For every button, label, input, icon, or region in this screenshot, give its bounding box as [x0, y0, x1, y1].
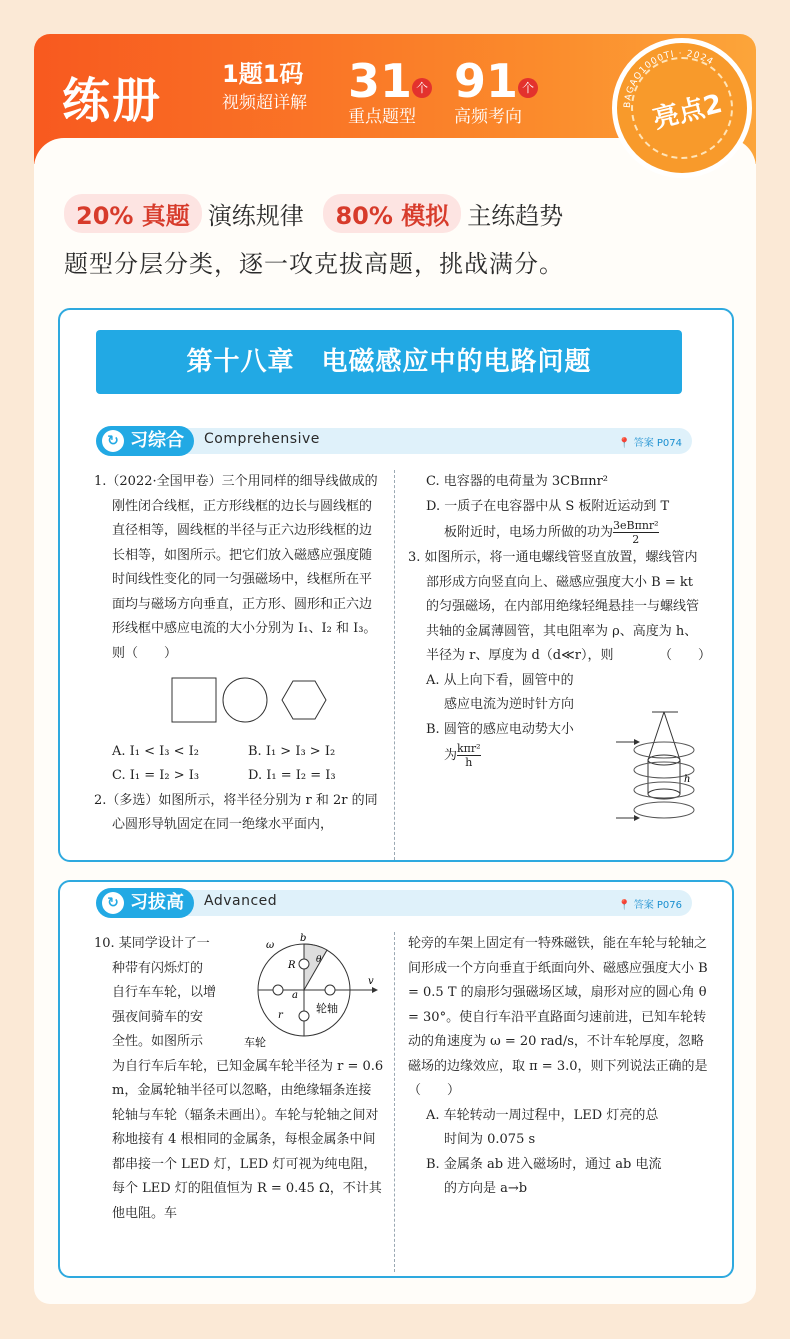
svg-text:BAGAO1000TI · 2024: BAGAO1000TI · 2024: [622, 48, 716, 109]
book-title: 练册: [62, 62, 162, 131]
solenoid-figure: [614, 710, 698, 828]
svg-text:b: b: [300, 933, 307, 944]
section-label: ↻ 习拔高: [96, 888, 194, 918]
intro-line-1: 20% 真题 演练规律 80% 模拟 主练趋势: [64, 194, 563, 233]
stat-directions: 91 个 高频考向: [454, 56, 538, 128]
svg-text:a: a: [292, 990, 298, 1001]
refresh-icon: ↻: [102, 430, 124, 452]
svg-text:轮轴: 轮轴: [316, 1002, 338, 1015]
svg-text:r: r: [278, 1010, 283, 1021]
q1-figure: [170, 672, 400, 730]
card: [34, 34, 756, 1304]
svg-text:v: v: [368, 976, 374, 987]
stat-topics: 31 个 重点题型: [348, 56, 432, 128]
answer-ref: 📍 答案 P074: [618, 438, 682, 449]
refresh-icon: ↻: [102, 892, 124, 914]
section-bar: ↻ 习综合 Comprehensive 📍 答案 P074: [96, 428, 692, 454]
highlight-seal: BAGAO1000TI · 2024 亮点2: [612, 38, 752, 178]
answer-ref: 📍 答案 P076: [618, 900, 682, 911]
right-column: C. 电容器的电荷量为 3CBπnr² D. 一质子在电容器中从 S 板附近运动到 T 板附近时，电场力所做的功为 3eBπnr² 2 3. 如图所示，将一通电螺线管竖直放置，螺线管内部形成方向竖直向上、磁感应强度大小 B = kt 的匀强磁场，在内部用绝缘轻绳悬挂一与螺线管共轴的金属薄圆管，其电阻率为 ρ、高度为 h、半径为 r、厚度为 d（d≪r），则 （ ） A. 从上向下看，圆管中的 感应电流为逆时针方向 B. 圆管的感应电动势大小 为 kπr² h h: [408, 470, 708, 769]
wheel-figure: [244, 932, 384, 1048]
section-label: ↻ 习综合: [96, 426, 194, 456]
svg-text:R: R: [288, 960, 296, 971]
section-bar: ↻ 习拔高 Advanced 📍 答案 P076: [96, 890, 692, 916]
stat-video: 1题1码 视频超详解: [222, 60, 307, 113]
svg-text:ω: ω: [266, 940, 275, 951]
chapter-title: 第十八章 电磁感应中的电路问题: [96, 330, 682, 394]
intro-line-2: 题型分层分类，逐一攻克拔高题，挑战满分。: [64, 250, 564, 278]
left-column: 10. 某同学设计了一 种带有闪烁灯的 自行车车轮，以增 强夜间骑车的安 全性。如图所示 为自行车后车轮，已知金属车轮半径为 r = 0.6 m，金属轮轴半径可以忽略，由绝缘辐条连接轮轴与车轮（辐条未画出）。车轮与轮轴之间对称地接有 4 根相同的金属条，每根金属条中间都串接一个 LED 灯，LED 灯可视为纯电阻，每个 LED 灯的阻值恒为 R = 0.45 Ω，不计其他电阻。车 ω b R a θ v r 轮轴 车轮: [94, 933, 384, 1221]
left-column: 1.（2022·全国甲卷）三个用同样的细导线做成的刚性闭合线框，正方形线框的边长与圆线框的直径相等，圆线框的半径与正六边形线框的边长相等，如图所示。把它们放入磁感应强度随时间线性变化的同一匀强磁场中，线框所在平面均与磁场方向垂直，正方形、圆形和正六边形线框中感应电流的大小分别为 I₁、I₂ 和 I₃。则（ ） A. I₁ < I₃ < I₂ B. I₁ > I₃ > I₂ C. I₁ = I₂ > I₃ D. I₁ = I₂ = I₃ 2.（多选）如图所示，将半径分别为 r 和 2r 的同心圆形导轨固定在同一绝缘水平面内，: [94, 470, 384, 838]
panel-comprehensive: [58, 308, 734, 862]
right-column: 轮旁的车架上固定有一特殊磁铁，能在车轮与轮轴之间形成一个方向垂直于纸面向外、磁感应强度大小 B = 0.5 T 的扇形匀强磁场区域，扇形对应的圆心角 θ = 30°。使自行车沿平直路面匀速前进，已知车轮转动的角速度为 ω = 20 rad/s，不计车轮厚度，忽略磁场的边缘效应，取 π = 3.0，则下列说法正确的是 （ ） A. 车轮转动一周过程中，LED 灯亮的总 时间为 0.075 s B. 金属条 ab 进入磁场时，通过 ab 电流 的方向是 a→b: [408, 936, 721, 1196]
svg-text:h: h: [684, 774, 691, 785]
svg-text:θ: θ: [316, 955, 322, 965]
panel-advanced: [58, 880, 734, 1278]
svg-text:车轮: 车轮: [244, 1036, 266, 1048]
